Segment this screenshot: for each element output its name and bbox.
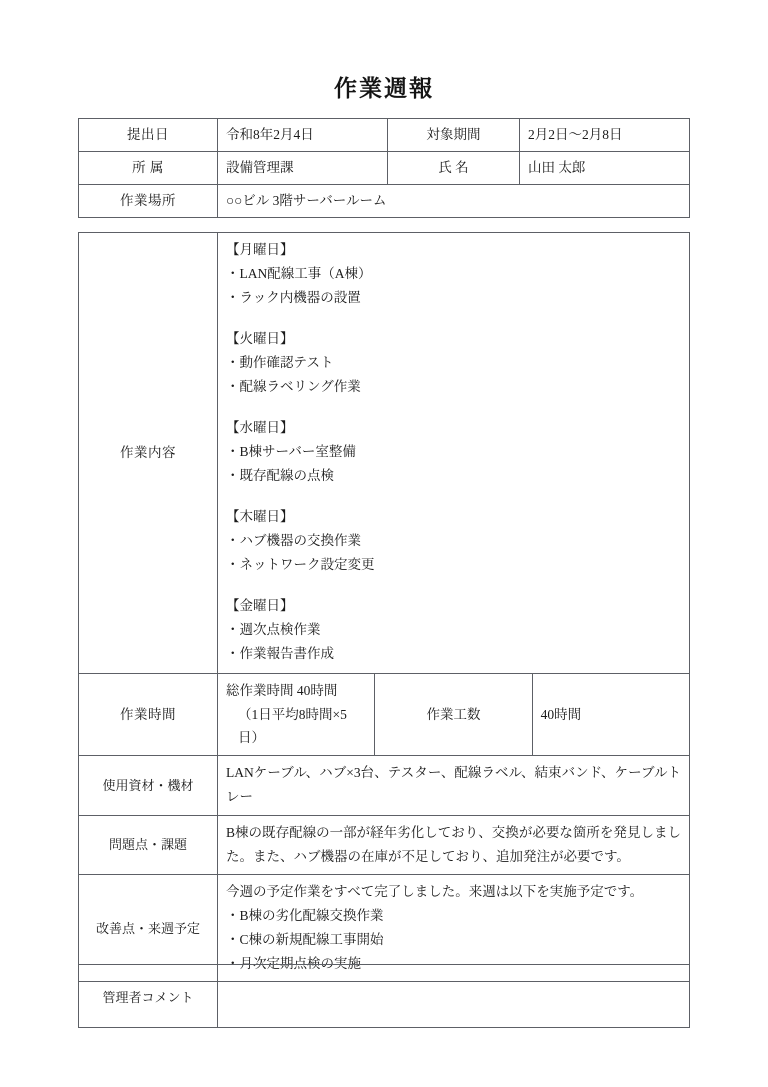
- work-hours-total: 総作業時間 40時間: [226, 683, 338, 699]
- day-item: ・配線ラベリング作業: [226, 379, 361, 395]
- day-block-thursday: [226, 505, 681, 577]
- work-location-value: ○○ビル 3階サーバールーム: [218, 184, 690, 217]
- materials-label: 使用資材・機材: [79, 756, 218, 816]
- next-week-item: ・B棟の劣化配線交換作業: [226, 908, 384, 924]
- materials-row: [79, 756, 690, 816]
- work-content-label: 作業内容: [79, 233, 218, 674]
- day-block-monday: [226, 238, 681, 310]
- day-heading: 【木曜日】: [226, 509, 294, 525]
- day-block-friday: [226, 594, 681, 666]
- header-table-wrapper: [78, 118, 690, 218]
- work-hours-breakdown: （1日平均8時間×5日）: [238, 706, 347, 746]
- submit-date-value: 令和8年2月4日: [218, 119, 388, 152]
- issues-value: B棟の既存配線の一部が経年劣化しており、交換が必要な箇所を発見しました。また、ハブ機器の在庫が不足しており、追加発注が必要です。: [218, 815, 690, 875]
- man-hours-label: 作業工数: [375, 674, 532, 756]
- main-table: [78, 232, 690, 982]
- main-table-wrapper: [78, 232, 690, 982]
- table-row: [79, 184, 690, 217]
- day-item: ・B棟サーバー室整備: [226, 444, 356, 460]
- day-item: ・ネットワーク設定変更: [226, 557, 375, 573]
- header-table: [78, 118, 690, 218]
- work-hours-label: 作業時間: [79, 674, 218, 756]
- day-item: ・週次点検作業: [226, 622, 321, 638]
- next-week-item: ・月次定期点検の実施: [226, 956, 361, 972]
- day-item: ・動作確認テスト: [226, 355, 334, 371]
- day-item: ・ラック内機器の設置: [226, 290, 361, 306]
- table-row: [79, 965, 690, 1028]
- work-location-label: 作業場所: [79, 184, 218, 217]
- day-heading: 【金曜日】: [226, 598, 294, 614]
- man-hours-value: 40時間: [532, 674, 689, 756]
- work-content-row: [79, 233, 690, 674]
- materials-value: LANケーブル、ハブ×3台、テスター、配線ラベル、結束バンド、ケーブルトレー: [218, 756, 690, 816]
- manager-comment-value[interactable]: [218, 965, 690, 1028]
- day-item: ・既存配線の点検: [226, 468, 334, 484]
- name-label: 氏 名: [388, 151, 520, 184]
- issues-row: [79, 815, 690, 875]
- work-hours-value: [218, 674, 375, 756]
- day-block-wednesday: [226, 416, 681, 488]
- day-heading: 【水曜日】: [226, 420, 294, 436]
- day-heading: 【火曜日】: [226, 331, 294, 347]
- target-period-value: 2月2日〜2月8日: [520, 119, 690, 152]
- submit-date-label: 提出日: [79, 119, 218, 152]
- page-title: 作業週報: [334, 76, 434, 101]
- issues-label: 問題点・課題: [79, 815, 218, 875]
- next-week-label: 改善点・来週予定: [79, 875, 218, 982]
- comment-table-wrapper: [78, 964, 690, 1028]
- day-block-tuesday: [226, 327, 681, 399]
- day-heading: 【月曜日】: [226, 242, 294, 257]
- department-value: 設備管理課: [218, 151, 388, 184]
- work-content-value: [218, 233, 690, 674]
- day-item: ・ハブ機器の交換作業: [226, 533, 361, 549]
- next-week-intro: 今週の予定作業をすべて完了しました。来週は以下を実施予定です。: [226, 884, 644, 900]
- manager-comment-label: 管理者コメント: [79, 965, 218, 1028]
- department-label: 所 属: [79, 151, 218, 184]
- name-value: 山田 太郎: [520, 151, 690, 184]
- work-hours-row: [79, 674, 690, 756]
- table-row: [79, 119, 690, 152]
- day-item: ・LAN配線工事（A棟）: [226, 266, 372, 282]
- day-item: ・作業報告書作成: [226, 646, 334, 662]
- comment-table: [78, 964, 690, 1028]
- next-week-item: ・C棟の新規配線工事開始: [226, 932, 384, 948]
- target-period-label: 対象期間: [388, 119, 520, 152]
- table-row: [79, 151, 690, 184]
